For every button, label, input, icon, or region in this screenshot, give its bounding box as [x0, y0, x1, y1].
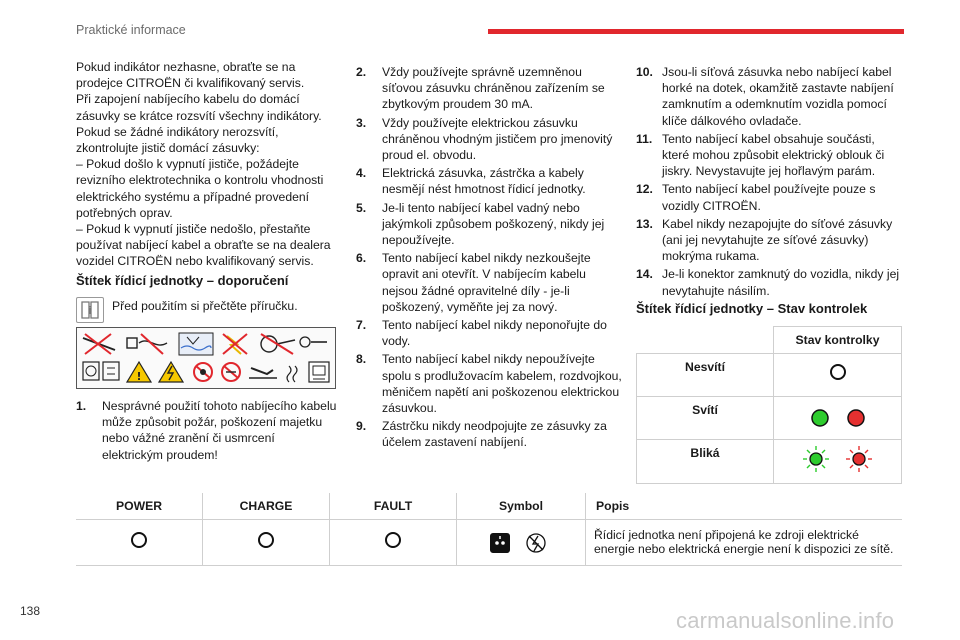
- section-title: Praktické informace: [76, 23, 186, 37]
- indicator-status-table: [636, 326, 902, 484]
- list-item: [356, 418, 624, 450]
- list-number: 5.: [356, 200, 367, 215]
- list-item: [76, 398, 338, 463]
- list-text: Tento nabíjecí kabel nikdy nepoužívejte spolu s prodlužovacím kabelem, rozdvojkou, měničem napětí ani poškozenou elektrickou zásuvkou.: [382, 352, 622, 416]
- list-number: 12.: [636, 182, 653, 197]
- list-item: [356, 351, 624, 416]
- col-charge: CHARGE: [203, 493, 330, 520]
- list-item: [356, 200, 624, 249]
- heading-indicator-status: Štítek řídicí jednotky – Stav kontrolek: [636, 301, 868, 316]
- paragraph: – Pokud k vypnutí jističe nedošlo, přestaňte používat nabíjecí kabel a obraťte se na dealera vozidel CITROËN nebo kvalifikovaný servis.: [76, 222, 331, 269]
- status-table: [76, 493, 902, 566]
- list-text: Kabel nikdy nezapojujte do síťové zásuvky (ani jej nevytahujte ze síťové zásuvky) mokrýma rukama.: [662, 216, 893, 264]
- indicator-off-icon: [830, 364, 846, 380]
- list-item: [636, 216, 904, 265]
- list-item: [356, 115, 624, 164]
- paragraph: Při zapojení nabíjecího kabelu do domácí zásuvky se krátce rozsvítí všechny indikátory.: [76, 92, 322, 123]
- table-row: [637, 440, 902, 484]
- note-text: Před použitím si přečtěte příručku.: [112, 299, 298, 313]
- list-text: Je-li konektor zamknutý do vozidla, nikdy jej nevytahujte násilím.: [662, 267, 900, 298]
- control-unit-sticker: [76, 327, 336, 389]
- table-header-row: [76, 493, 902, 520]
- row-label: Bliká: [637, 440, 774, 484]
- list-number: 9.: [356, 419, 367, 434]
- col-symbol: Symbol: [457, 493, 586, 520]
- list-text: Vždy používejte elektrickou zásuvku chráněnou vhodným jističem pro jmenovitý proud el. obvodu.: [382, 115, 613, 163]
- table-row: [76, 520, 902, 566]
- row-label: Svítí: [637, 397, 774, 440]
- plug-socket-icon: [490, 533, 510, 553]
- list-number: 13.: [636, 216, 653, 231]
- list-number: 6.: [356, 251, 367, 266]
- paragraph: Pokud indikátor nezhasne, obraťte se na prodejce CITROËN či kvalifikovaný servis.: [76, 60, 305, 91]
- no-extension-icon: [83, 334, 115, 354]
- green-blinking-indicator-icon: [803, 446, 829, 472]
- power-off-icon: [131, 532, 147, 548]
- list-text: Nesprávné použití tohoto nabíjecího kabelu může způsobit požár, poškození majetku nebo vážné zranění či usmrcení elektrickým proudem!: [102, 399, 337, 462]
- paragraph: – Pokud došlo k vypnutí jističe, požádejte revizního elektrotechnika o kontrolu vhodnosti elektrického systému a případné provedení potřebných oprav.: [76, 157, 324, 220]
- electric-shock-triangle-icon: [159, 362, 183, 382]
- indicator-blink-icons: [793, 444, 883, 474]
- list-number: 7.: [356, 318, 367, 333]
- list-number: 8.: [356, 352, 367, 367]
- no-opening-icon: [194, 363, 212, 381]
- certification-label-icon: [309, 362, 329, 382]
- no-disconnect-icon: [261, 334, 295, 354]
- left-column: [76, 59, 338, 270]
- list-text: Tento nabíjecí kabel nikdy neponořujte do vody.: [382, 318, 607, 349]
- section-accent-bar: [488, 29, 904, 34]
- list-text: Jsou-li síťová zásuvka nebo nabíjecí kabel horké na dotek, okamžitě zastavte nabíjení zamknutím a odemknutím vozidla pomocí klíče dálkového ovladače.: [662, 65, 894, 128]
- list-number: 10.: [636, 65, 653, 79]
- left-list: [76, 398, 338, 465]
- warning-triangle-icon: [127, 362, 151, 383]
- green-indicator-icon: [812, 410, 828, 426]
- table-header-row: [637, 327, 902, 354]
- red-blinking-indicator-icon: [846, 446, 872, 472]
- list-text: Elektrická zásuvka, zástrčka a kabely nesmějí nést hmotnost řídicí jednotky.: [382, 166, 586, 197]
- list-item: [636, 181, 904, 213]
- list-number: 11.: [636, 131, 653, 146]
- paragraph: Pokud se žádné indikátory nerozsvítí, zkontrolujte jistič domácí zásuvky:: [76, 124, 279, 156]
- page-number: 138: [20, 604, 41, 618]
- list-item: [356, 317, 624, 349]
- socket-breaker-icon: [103, 362, 119, 380]
- svg-text:!: !: [136, 370, 142, 383]
- no-immersion-icon: [249, 368, 277, 378]
- plug-adapter-icon: [127, 334, 167, 354]
- col-fault: FAULT: [330, 493, 457, 520]
- list-number: 2.: [356, 65, 367, 79]
- hot-surface-icon: [287, 366, 297, 382]
- list-text: Tento nabíjecí kabel obsahuje součásti, které mohou způsobit elektrický oblouk či jiskry. Nevystavujte jej hořlavým parám.: [662, 131, 885, 179]
- water-hazard-icon: [179, 333, 213, 355]
- list-text: Zástrčku nikdy neodpojujte ze zásuvky za účelem zastavení nabíjení.: [382, 419, 607, 450]
- charge-off-icon: [258, 532, 274, 548]
- fault-off-icon: [385, 532, 401, 548]
- no-lightning-icon: [223, 334, 247, 354]
- socket-icon: [83, 362, 99, 380]
- list-number: 4.: [356, 166, 367, 181]
- unplug-icon: [300, 337, 327, 347]
- list-item: [636, 64, 904, 129]
- description-cell: Řídicí jednotka není připojená ke zdroji elektrické energie nebo elektrická energie není k dispozici ze sítě.: [586, 520, 903, 566]
- table-header: Stav kontrolky: [774, 327, 902, 354]
- list-number: 3.: [356, 115, 367, 130]
- symbol-cell: [486, 532, 556, 554]
- middle-column: [356, 64, 624, 453]
- table-row: [637, 354, 902, 397]
- svg-text:i: i: [88, 304, 92, 317]
- table-row: [637, 397, 902, 440]
- list-item: [636, 131, 904, 180]
- list-item: [356, 165, 624, 197]
- red-indicator-icon: [848, 410, 864, 426]
- manual-book-icon: [76, 297, 104, 323]
- heading-recommendations: Štítek řídicí jednotky – doporučení: [76, 273, 289, 288]
- right-column: [636, 64, 904, 301]
- list-text: Je-li tento nabíjecí kabel vadný nebo jakýmkoli způsobem poškozený, nikdy jej nepoužívejte.: [382, 200, 605, 248]
- note-box: [76, 297, 336, 325]
- list-item: [356, 250, 624, 315]
- list-text: Vždy používejte správně uzemněnou síťovou zásuvku chráněnou zařízením se zbytkovým proudem 30 mA.: [382, 65, 605, 112]
- no-power-icon: [527, 534, 545, 552]
- list-number: 1.: [76, 399, 87, 413]
- watermark: carmanualsonline.info: [676, 608, 895, 633]
- row-label: Nesvítí: [637, 354, 774, 397]
- indicator-on-icons: [798, 407, 878, 429]
- list-text: Tento nabíjecí kabel používejte pouze s vozidly CITROËN.: [662, 182, 876, 213]
- col-power: POWER: [76, 493, 203, 520]
- list-item: [636, 266, 904, 298]
- no-cut-icon: [222, 363, 240, 381]
- list-number: 14.: [636, 267, 653, 282]
- col-description: Popis: [586, 493, 903, 520]
- list-text: Tento nabíjecí kabel nikdy nezkoušejte opravit ani otevřít. V nabíjecím kabelu nejsou žádné opravitelné díly - je-li poškozený, vyměňte jej za nový.: [382, 251, 591, 314]
- list-item: [356, 64, 624, 113]
